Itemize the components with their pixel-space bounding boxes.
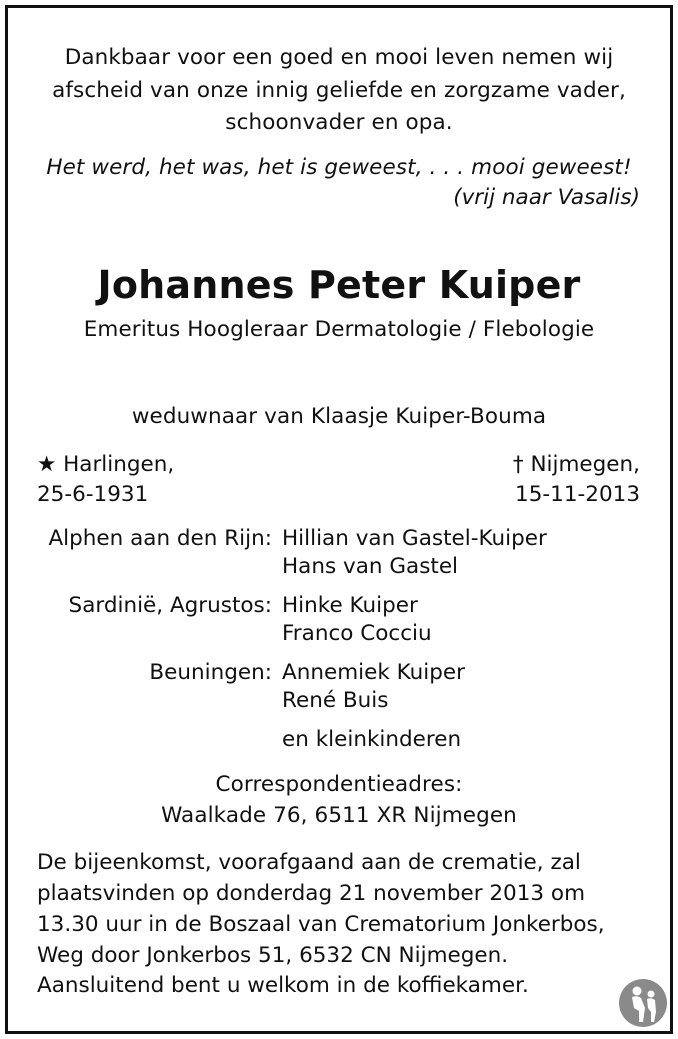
family-place: Sardinië, Agrustos: — [68, 593, 272, 618]
birth-date: 25-6-1931 — [37, 482, 149, 507]
correspondence-address: Waalkade 76, 6511 XR Nijmegen — [161, 803, 517, 828]
death-date: 15-11-2013 — [515, 482, 640, 507]
family-place: Alphen aan den Rijn: — [48, 526, 272, 551]
widower-line: weduwnaar van Klaasje Kuiper-Bouma — [131, 404, 547, 429]
birth-place: ★ Harlingen, — [37, 452, 175, 477]
death-place: † Nijmegen, — [512, 452, 640, 477]
grandchildren-line: en kleinkinderen — [282, 727, 462, 752]
family-name: Annemiek Kuiper — [282, 660, 465, 685]
intro-line-3: schoonvader en opa. — [225, 110, 453, 135]
quote-source: (vrij naar Vasalis) — [453, 185, 640, 210]
gathering-line: Aansluitend bent u welkom in de koffiekamer. — [37, 973, 529, 998]
family-name: Franco Cocciu — [282, 621, 432, 646]
correspondence-label: Correspondentieadres: — [215, 772, 463, 797]
gathering-line: Weg door Jonkerbos 51, 6532 CN Nijmegen. — [37, 943, 509, 968]
gathering-line: 13.30 uur in de Boszaal van Crematorium Jonkerbos, — [37, 912, 605, 937]
deceased-name: Johannes Peter Kuiper — [97, 263, 581, 307]
family-name: Hillian van Gastel-Kuiper — [282, 526, 547, 551]
quote-text: Het werd, het was, het is geweest, . . . mooi geweest! — [46, 155, 632, 180]
family-place: Beuningen: — [149, 660, 272, 685]
family-name: Hinke Kuiper — [282, 593, 418, 618]
gathering-line: plaatsvinden op donderdag 21 november 2013 om — [37, 881, 586, 906]
intro-line-1: Dankbaar voor een goed en mooi leven nemen wij — [64, 45, 614, 70]
family-name: René Buis — [282, 688, 389, 713]
gathering-line: De bijeenkomst, voorafgaand aan de crematie, zal — [37, 850, 581, 875]
deceased-title: Emeritus Hoogleraar Dermatologie / Flebologie — [83, 317, 595, 342]
intro-line-2: afscheid van onze innig geliefde en zorgzame vader, — [52, 78, 626, 103]
memorial-logo-icon — [618, 978, 668, 1028]
family-name: Hans van Gastel — [282, 554, 459, 579]
